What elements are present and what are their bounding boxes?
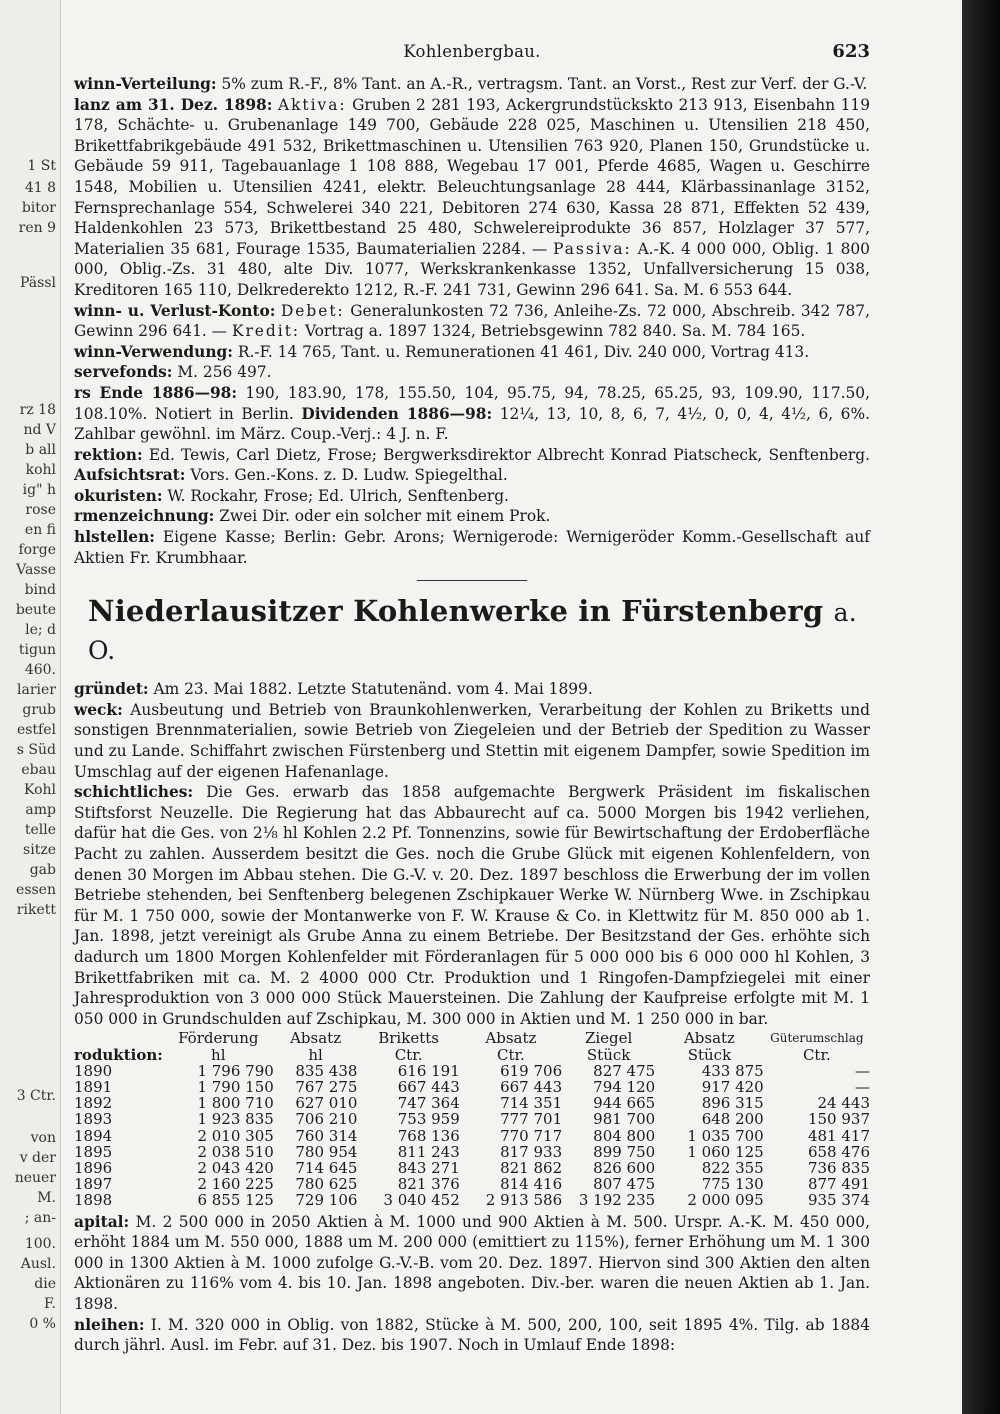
entry-text: 190, 183.90, 178, 155.50, 104, 95.75, 94, 78.25, 65.25, 93, 109.90, 117.50, 108.10%. Notiert in Berlin. <box>74 383 870 423</box>
table-year-cell: 1896 <box>74 1158 113 1177</box>
table-cell: 714 645 <box>295 1158 358 1177</box>
entry-sublabel: Kredit: <box>231 322 301 341</box>
entry-text: Am 23. Mai 1882. Letzte Statutenänd. vom 4. Mai 1899. <box>153 680 593 699</box>
table-cell: 3 040 452 <box>383 1191 460 1210</box>
table-cell: 3 192 235 <box>578 1191 656 1210</box>
table-cell: 481 417 <box>807 1126 870 1145</box>
entry-text: Vortrag a. 1897 1324, Betriebsgewinn 782 840. Sa. M. 784 165. <box>304 322 806 341</box>
table-cell: 935 374 <box>807 1191 870 1210</box>
margin-fragment: ig" h <box>22 482 56 498</box>
table-cell: 2 043 420 <box>197 1158 274 1177</box>
table-cell: 877 491 <box>807 1175 870 1194</box>
table-cell: 843 271 <box>397 1158 460 1177</box>
table-cell: 780 625 <box>295 1175 358 1194</box>
table-row <box>74 1111 870 1127</box>
margin-fragment: tigun <box>18 642 56 658</box>
entry-label: apital: <box>74 1212 130 1231</box>
entry-text: 12¼, 13, 10, 8, 6, 7, 4½, 0, 0, 4, 4½, 6, 6%. Zahlbar gewöhnl. im März. Coup.-Verj.: 4 J. n. F. <box>74 404 870 444</box>
running-title: Kohlenbergbau. <box>403 42 541 61</box>
entry-label: winn-Verwendung: <box>74 342 233 361</box>
table-cell: 768 136 <box>397 1126 460 1145</box>
table-cell: 822 355 <box>701 1158 764 1177</box>
entry-text: Eigene Kasse; Berlin: Gebr. Arons; Wernigerode: Wernigeröder Komm.-Gesellschaft auf Aktien Fr. Krumbhaar. <box>74 528 870 567</box>
table-cell: 714 351 <box>500 1094 563 1113</box>
table-unit-cell: hl <box>308 1045 323 1064</box>
company-entry <box>74 700 870 782</box>
margin-fragment: larier <box>17 682 56 698</box>
table-cell: 1 035 700 <box>687 1126 764 1145</box>
table-cell: 1 060 125 <box>687 1142 764 1161</box>
top-entry <box>74 74 870 95</box>
table-unit-cell: Ctr. <box>802 1045 831 1064</box>
entry-label: winn-Verteilung: <box>74 75 217 93</box>
margin-fragment: nd V <box>23 422 56 438</box>
entry-label: rmenzeichnung: <box>74 507 215 526</box>
table-row <box>74 1160 870 1176</box>
table-cell: 1 790 150 <box>197 1077 274 1096</box>
entry-label: rs Ende 1886—98: <box>74 383 238 402</box>
entry-label: nleihen: <box>74 1315 145 1334</box>
entry-sublabel: Debet: <box>280 301 345 320</box>
company-entry <box>74 679 870 700</box>
table-row <box>74 1128 870 1144</box>
entry-text: Zwei Dir. oder ein solcher mit einem Prok. <box>219 507 551 526</box>
entry-label: winn- u. Verlust-Konto: <box>74 301 276 320</box>
company-location: a. O. <box>88 598 857 666</box>
table-cell: 2 038 510 <box>197 1142 274 1161</box>
table-cell: 817 933 <box>500 1142 563 1161</box>
table-cell: 981 700 <box>593 1110 656 1129</box>
table-unit-cell: Stück <box>687 1045 732 1064</box>
margin-fragment: Ausl. <box>20 1256 56 1272</box>
entry-label: okuristen: <box>74 486 163 505</box>
table-header-cell: Ziegel <box>584 1029 633 1048</box>
table-unit-cell: Ctr. <box>394 1045 423 1064</box>
table-cell: 814 416 <box>500 1175 563 1194</box>
margin-fragment: b all <box>25 442 56 458</box>
margin-fragment: s Süd <box>16 742 56 758</box>
entry-text: Ed. Tewis, Carl Dietz, Frose; Bergwerksdirektor Albrecht Konrad Piatscheck, Senftenberg. <box>148 445 870 464</box>
entry-text: I. M. 320 000 in Oblig. von 1882, Stücke à M. 500, 200, 100, seit 1895 4%. Tilg. ab 1884 durch jährl. Ausl. im Febr. auf 31. Dez. bis 1907. Noch in Umlauf Ende 1898: <box>74 1315 870 1355</box>
margin-fragment: grub <box>22 702 56 718</box>
entry-text: M. 256 497. <box>177 363 272 382</box>
table-cell: 821 376 <box>397 1175 460 1194</box>
table-cell: 896 315 <box>701 1094 764 1113</box>
running-header <box>74 42 870 74</box>
bottom-entry <box>74 1212 870 1315</box>
table-header-cell: Güterumschlag <box>770 1031 864 1046</box>
entry-text: Generalunkosten 72 736, Anleihe-Zs. 72 000, Abschreib. 342 787, Gewinn 296 641. — <box>74 301 870 341</box>
table-cell: 619 706 <box>500 1061 563 1080</box>
table-unit-cell: Ctr. <box>497 1045 525 1064</box>
margin-fragment: die <box>34 1276 56 1292</box>
margin-fragment: telle <box>24 822 56 838</box>
table-year-cell: 1892 <box>74 1094 113 1113</box>
table-cell: 2 913 586 <box>485 1191 563 1210</box>
table-cell: 794 120 <box>593 1077 656 1096</box>
table-header-cell: Absatz <box>290 1029 342 1048</box>
table-cell: 760 314 <box>295 1126 358 1145</box>
entry-label: schichtliches: <box>74 783 194 802</box>
margin-fragment: bitor <box>21 200 56 216</box>
table-header-cell <box>74 1030 163 1046</box>
table-header-cell: Briketts <box>378 1029 439 1048</box>
margin-fragment: von <box>30 1130 56 1146</box>
margin-fragment: bind <box>24 582 56 598</box>
entry-label: lanz am 31. Dez. 1898: <box>74 95 273 114</box>
margin-fragment: ren 9 <box>18 220 56 236</box>
entry-sublabel: Passiva: <box>553 239 632 258</box>
margin-fragment: estfel <box>16 722 56 738</box>
margin-fragment: 460. <box>24 662 56 678</box>
entry-label: gründet: <box>74 680 149 699</box>
table-cell: 899 750 <box>593 1142 656 1161</box>
table-cell: 770 717 <box>500 1126 563 1145</box>
section-divider <box>417 580 527 581</box>
entry-text: W. Rockahr, Frose; Ed. Ulrich, Senftenberg. <box>167 486 509 505</box>
entry-text: Ausbeutung und Betrieb von Braunkohlenwerken, Verarbeitung der Kohlen zu Briketts und sonstigen Brennmaterialien, sowie Betrieb von Ziegeleien und der Betrieb der Spedition zu Wasser und zu Lande. Schiffahrt zwischen Fürstenberg und Stettin mit eigenem Dampfer, sowie Spedition im Umschlag auf der eigenen Hafenanlage. <box>74 700 870 781</box>
table-cell: 827 475 <box>593 1061 656 1080</box>
table-cell: — <box>855 1077 870 1096</box>
table-unit-cell: hl <box>211 1045 226 1064</box>
margin-fragment: 0 % <box>29 1316 56 1332</box>
table-year-cell: 1893 <box>74 1110 113 1129</box>
table-row <box>74 1063 870 1079</box>
margin-fragment: kohl <box>25 462 56 478</box>
table-header-row <box>74 1030 870 1046</box>
table-cell: 2 160 225 <box>197 1175 274 1194</box>
table-row <box>74 1192 870 1208</box>
table-cell: 150 937 <box>807 1110 870 1129</box>
table-cell: 811 243 <box>397 1142 460 1161</box>
table-cell: 736 835 <box>807 1158 870 1177</box>
top-entry <box>74 445 870 486</box>
entry-label: servefonds: <box>74 363 173 382</box>
table-cell: 777 701 <box>500 1110 563 1129</box>
table-cell: 616 191 <box>397 1061 460 1080</box>
company-entries <box>74 679 870 1029</box>
table-cell: 780 954 <box>295 1142 358 1161</box>
table-cell: 2 000 095 <box>687 1191 764 1210</box>
table-cell: 807 475 <box>593 1175 656 1194</box>
table-row <box>74 1079 870 1095</box>
table-cell: 6 855 125 <box>197 1191 274 1210</box>
table-year-cell: 1891 <box>74 1077 113 1096</box>
margin-fragment: F. <box>44 1296 56 1312</box>
table-row <box>74 1144 870 1160</box>
margin-fragment: sitze <box>23 842 56 858</box>
margin-fragment: forge <box>18 542 56 558</box>
top-entry <box>74 95 870 301</box>
table-cell: 775 130 <box>701 1175 764 1194</box>
entry-label: hlstellen: <box>74 528 155 547</box>
production-table <box>74 1030 870 1208</box>
company-entry <box>74 782 870 1029</box>
entry-label: Dividenden 1886—98: <box>301 404 493 423</box>
entry-text: R.-F. 14 765, Tant. u. Remunerationen 41 461, Div. 240 000, Vortrag 413. <box>237 342 810 361</box>
margin-fragment: Kohl <box>23 782 56 798</box>
table-year-cell: 1898 <box>74 1191 113 1210</box>
table-cell: 944 665 <box>593 1094 656 1113</box>
top-entry <box>74 506 870 527</box>
entry-label: weck: <box>74 700 123 719</box>
margin-fragment: gab <box>29 862 56 878</box>
table-header-cell: Absatz <box>485 1029 537 1048</box>
margin-fragment: en fi <box>24 522 56 538</box>
table-cell: 658 476 <box>807 1142 870 1161</box>
margin-fragment: rikett <box>16 902 56 918</box>
entry-label: Aufsichtsrat: <box>74 466 186 485</box>
table-cell: 648 200 <box>701 1110 764 1129</box>
margin-fragment: rose <box>25 502 56 518</box>
entry-label: rektion: <box>74 445 143 464</box>
margin-fragment: Vasse <box>16 562 56 578</box>
table-cell: 433 875 <box>701 1061 764 1080</box>
top-entry <box>74 383 870 445</box>
margin-fragment: 1 St <box>27 158 56 174</box>
top-entry <box>74 342 870 363</box>
table-cell: 706 210 <box>295 1110 358 1129</box>
table-cell: 1 800 710 <box>197 1094 274 1113</box>
bottom-entries <box>74 1212 870 1356</box>
table-cell: 767 275 <box>295 1077 358 1096</box>
company-heading <box>88 593 870 669</box>
margin-fragment: rz 18 <box>19 402 56 418</box>
table-cell: 753 959 <box>397 1110 460 1129</box>
document-page <box>74 42 870 1356</box>
table-cell: 821 862 <box>500 1158 563 1177</box>
table-year-cell: 1890 <box>74 1061 113 1080</box>
table-row <box>74 1095 870 1111</box>
entry-text: Die Ges. erwarb das 1858 aufgemachte Bergwerk Präsident im fiskalischen Stiftsforst Neuzelle. Die Regierung hat das Abbaurecht auf ca. 5000 Morgen bis 1942 verliehen, dafür hat die Ges. von 2⅛ hl Kohlen 2.2 Pf. Tonnenzins, sowie für Bewirtschaftung der Erdoberfläche Pacht zu zahlen. Ausserdem besitzt die Ges. noch die Grube Glück mit eigenen Kohlenfeldern, von denen 30 Morgen im Abbau stehen. Die G.-V. v. 20. Dez. 1897 beschloss die Erwerbung der im vollen Betriebe stehenden, bei Senftenberg belegenen Zschipkauer Werke W. Nürnberg Wwe. in Zschipkau für M. 1 750 000, sowie der Montanwerke von F. W. Krause & Co. in Klettwitz für M. 850 000 ab 1. Jan. 1898, jetzt vereinigt als Grube Anna zu einem Betriebe. Der Besitzstand der Ges. erhöhte sich dadurch um 1800 Morgen Kohlenfelder mit Förderanlagen für 5 000 000 bis 6 000 000 hl Kohlen, 3 Brikettfabriken mit ca. M. 2 4000 000 Ctr. Produktion und 1 Ringofen-Dampfziegelei mit einer Jahresproduktion von 3 000 000 Stück Mauersteinen. Die Zahlung der Kaufpreise erfolgte mit M. 1 050 000 in Grundschulden auf Zschipkau, M. 300 000 in Aktien und M. 1 250 000 in bar. <box>74 783 870 1028</box>
company-name: Niederlausitzer Kohlenwerke in Fürstenberg <box>88 594 824 629</box>
table-row-label: roduktion: <box>74 1045 163 1064</box>
margin-fragment: M. <box>37 1190 56 1206</box>
margin-fragment: 100. <box>24 1236 56 1252</box>
table-cell: 747 364 <box>397 1094 460 1113</box>
margin-fragment: essen <box>16 882 56 898</box>
table-cell: — <box>855 1061 870 1080</box>
margin-fragment: v der <box>19 1150 56 1166</box>
table-header-cell: Förderung <box>178 1029 259 1048</box>
top-entry <box>74 301 870 342</box>
margin-fragment: Pässl <box>20 275 56 291</box>
margin-fragment: ; an- <box>24 1210 56 1226</box>
entry-text: Gruben 2 281 193, Ackergrundstückskto 213 913, Eisenbahn 119 178, Schächte- u. Grubenanlage 149 700, Gebäude 228 025, Maschinen u. Utensilien 218 450, Brikettfabrikgebäude 491 532, Brikettmaschinen u. Utensilien 763 920, Planen 150, Grundstücke u. Gebäude 59 911, Tagebauanlage 1 108 888, Wegebau 17 001, Pferde 4685, Wagen u. Geschirre 1548, Mobilien u. Utensilien 4241, elektr. Beleuchtungsanlage 28 444, Klärbassinanlage 3152, Fernsprechanlage 554, Schwelerei 340 221, Debitoren 274 630, Kassa 28 871, Effekten 52 439, Haldenkohlen 23 573, Brikettbestand 25 480, Schwelereiprodukte 36 857, Holzlager 37 577, Materialien 35 681, Fourage 1535, Baumaterialien 2284. — <box>74 95 870 258</box>
table-header-cell: Absatz <box>683 1029 735 1048</box>
top-entry <box>74 527 870 568</box>
entry-text: 5% zum R.-F., 8% Tant. an A.-R., vertragsm. Tant. an Vorst., Rest zur Verf. der G.-V. <box>221 75 868 93</box>
margin-fragment: neuer <box>14 1170 56 1186</box>
top-entry <box>74 486 870 507</box>
table-cell: 1 923 835 <box>197 1110 274 1129</box>
page-edge-shadow <box>962 0 1000 1414</box>
table-cell: 729 106 <box>295 1191 358 1210</box>
table-year-cell: 1897 <box>74 1175 113 1194</box>
top-entry <box>74 362 870 383</box>
margin-fragment: le; d <box>25 622 56 638</box>
margin-fragment: 41 8 <box>24 180 56 196</box>
table-unit-cell: Stück <box>586 1045 631 1064</box>
table-cell: 667 443 <box>500 1077 563 1096</box>
table-row <box>74 1176 870 1192</box>
table-year-cell: 1895 <box>74 1142 113 1161</box>
margin-fragment: 3 Ctr. <box>16 1088 56 1104</box>
entry-text: A.-K. 4 000 000, Oblig. 1 800 000, Oblig.-Zs. 31 480, alte Div. 1077, Werkskrankenkasse 1352, Unfallversicherung 15 038, Kreditoren 165 110, Delkrederekto 1212, R.-F. 241 731, Gewinn 296 641. Sa. M. 6 553 644. <box>74 239 870 299</box>
table-unit-row <box>74 1047 870 1063</box>
margin-fragment: ebau <box>21 762 56 778</box>
left-margin-strip <box>0 0 61 1414</box>
entry-text: Vors. Gen.-Kons. z. D. Ludw. Spiegelthal. <box>190 466 508 485</box>
table-cell: 826 600 <box>593 1158 656 1177</box>
table-cell: 627 010 <box>295 1094 358 1113</box>
table-cell: 1 796 790 <box>197 1061 274 1080</box>
table-cell: 667 443 <box>397 1077 460 1096</box>
table-cell: 2 010 305 <box>197 1126 274 1145</box>
entry-sublabel: Aktiva: <box>277 95 347 114</box>
top-entries <box>74 74 870 568</box>
margin-fragment: beute <box>15 602 56 618</box>
bottom-entry <box>74 1315 870 1356</box>
table-year-cell: 1894 <box>74 1126 113 1145</box>
entry-text: M. 2 500 000 in 2050 Aktien à M. 1000 und 900 Aktien à M. 500. Urspr. A.-K. M. 450 000, erhöht 1884 um M. 550 000, 1888 um M. 200 000 (emittiert zu 115%), ferner Erhöhung um M. 1 300 000 in 1300 Aktien à M. 1000 zufolge G.-V.-B. vom 20. Dez. 1897. Hiervon sind 300 Aktien den alten Aktionären zu 116% vom 4. bis 10. Jan. 1898 angeboten. Div.-ber. waren die neuen Aktien ab 1. Jan. 1898. <box>74 1212 870 1313</box>
table-cell: 917 420 <box>701 1077 764 1096</box>
table-cell: 24 443 <box>817 1094 870 1113</box>
table-cell: 835 438 <box>295 1061 358 1080</box>
table-cell: 804 800 <box>593 1126 656 1145</box>
margin-fragment: amp <box>25 802 56 818</box>
page-number: 623 <box>832 41 870 62</box>
